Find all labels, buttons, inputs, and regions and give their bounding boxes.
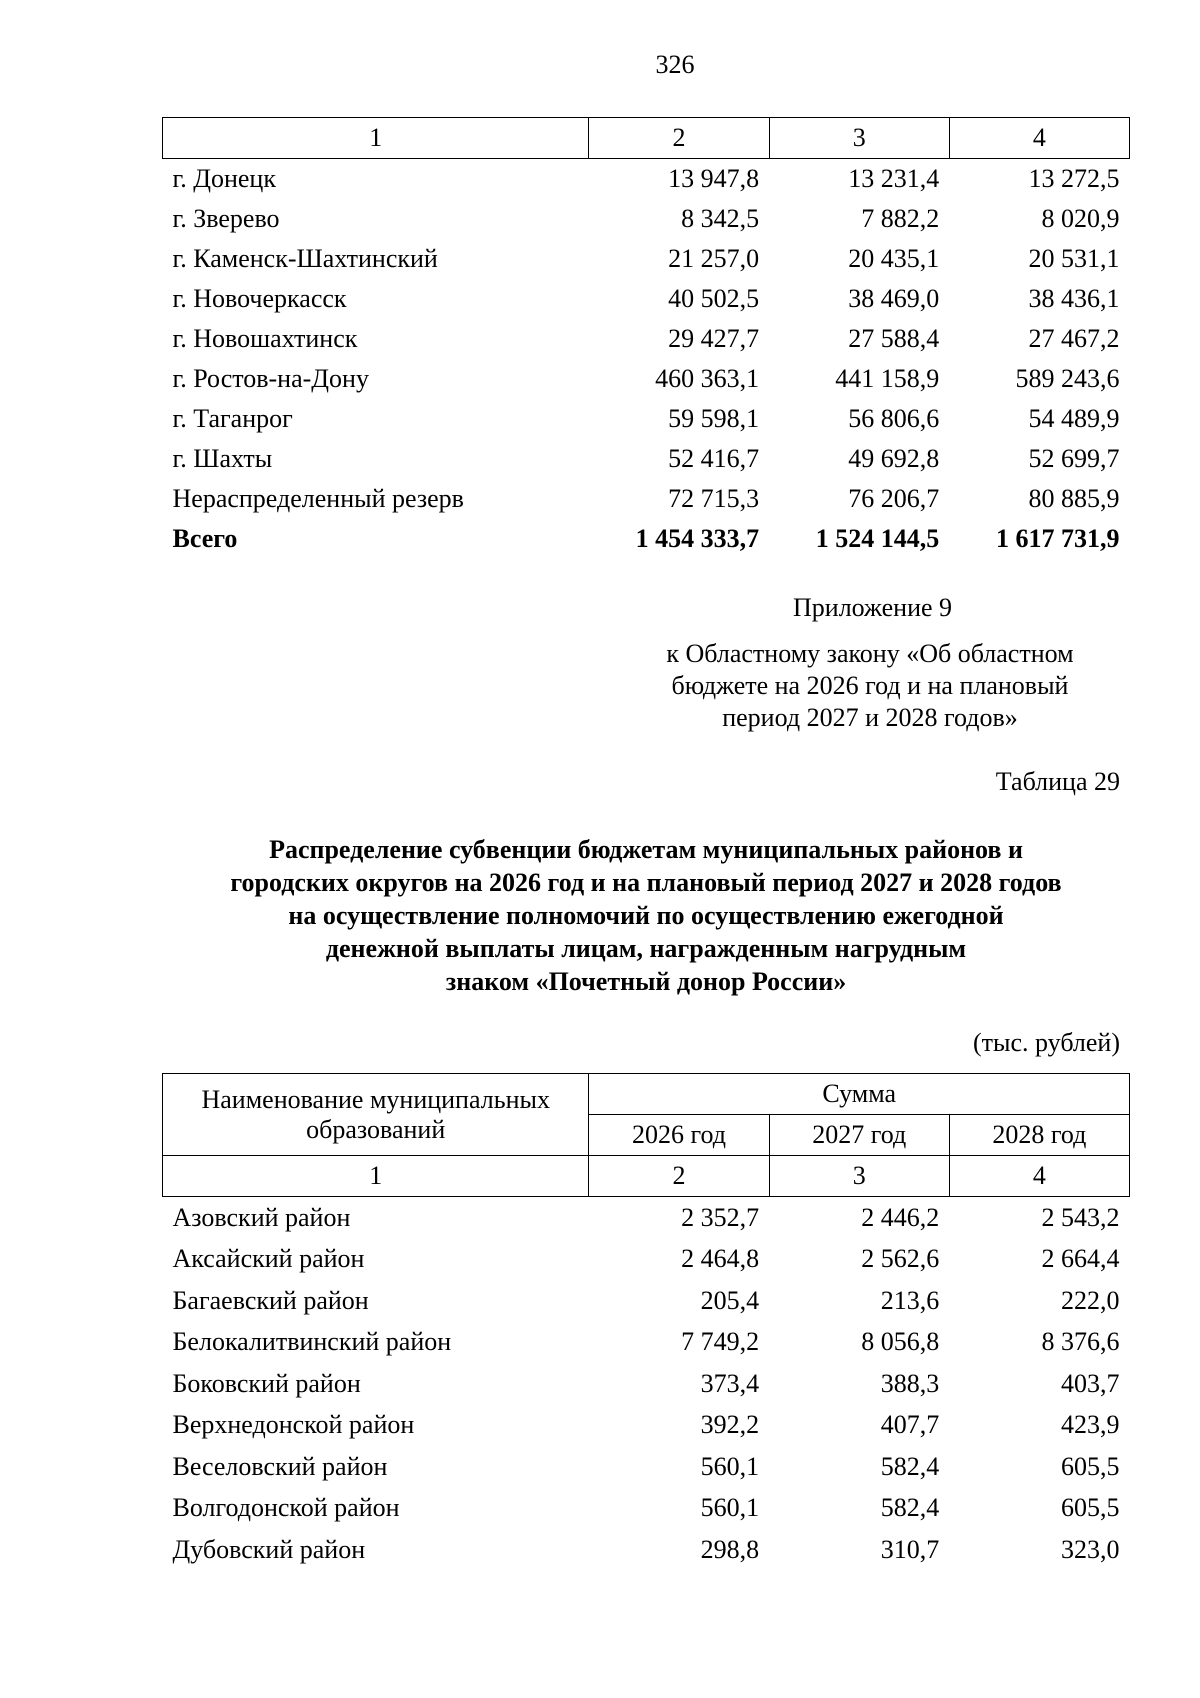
appendix-label: Приложение 9	[793, 593, 953, 622]
row-name: Верхнедонской район	[172, 1410, 415, 1440]
column-number: 4	[949, 118, 1129, 159]
value-2028: 323,0	[1061, 1534, 1120, 1564]
sum-header: Сумма	[589, 1074, 1130, 1115]
value-2026: 392,2	[700, 1410, 760, 1440]
table-row	[163, 1197, 1130, 1239]
column-number: 3	[769, 118, 949, 159]
title-line: Распределение субвенции бюджетам муниципальных районов и	[269, 835, 1023, 864]
value-2026: 2 352,7	[681, 1202, 760, 1232]
title-line: знаком «Почетный донор России»	[445, 967, 847, 996]
row-name: Белокалитвинский район	[172, 1327, 452, 1357]
table-row	[163, 439, 1130, 479]
year-header: 2026 год	[589, 1115, 769, 1156]
value-2028: 605,5	[1061, 1493, 1120, 1523]
column-number: 1	[163, 118, 589, 159]
table-row	[163, 1405, 1130, 1447]
value-2027: 49 692,8	[848, 444, 940, 473]
table-row	[163, 479, 1130, 519]
year-header: 2028 год	[949, 1115, 1129, 1156]
table-row	[163, 1446, 1130, 1488]
value-2026: 40 502,5	[668, 284, 760, 313]
value-2027: 13 231,4	[848, 164, 940, 193]
table-row	[163, 239, 1130, 279]
column-number: 3	[769, 1156, 949, 1197]
value-2028: 13 272,5	[1028, 164, 1120, 193]
value-2026: 59 598,1	[668, 404, 760, 433]
value-2028: 52 699,7	[1028, 444, 1120, 473]
row-name: г. Донецк	[172, 164, 276, 193]
column-number-row	[163, 1156, 1130, 1197]
value-2027: 407,7	[880, 1410, 940, 1440]
table-row	[163, 1280, 1130, 1322]
value-2028: 403,7	[1061, 1368, 1120, 1398]
value-2026: 298,8	[700, 1534, 760, 1564]
value-2027: 582,4	[880, 1451, 940, 1481]
value-2026: 8 342,5	[681, 204, 760, 233]
appendix-reference-line: к Областному закону «Об областном	[666, 639, 1074, 668]
title-line: денежной выплаты лицам, награжденным нагрудным	[325, 934, 967, 963]
table-row	[163, 1363, 1130, 1405]
year-header: 2027 год	[769, 1115, 949, 1156]
units-label: (тыс. рублей)	[972, 1028, 1120, 1057]
column-number: 2	[589, 118, 769, 159]
row-name: г. Таганрог	[172, 404, 293, 433]
table-row	[163, 159, 1130, 200]
value-2027: 310,7	[880, 1534, 940, 1564]
total-2028: 1 617 731,9	[996, 524, 1120, 553]
value-2026: 560,1	[700, 1493, 760, 1523]
value-2028: 80 885,9	[1028, 484, 1120, 513]
table-row	[163, 399, 1130, 439]
row-name: г. Новочеркасск	[172, 284, 347, 313]
table-row	[163, 279, 1130, 319]
value-2027: 38 469,0	[848, 284, 940, 313]
value-2026: 560,1	[700, 1451, 760, 1481]
row-name: Дубовский район	[172, 1534, 366, 1564]
document-title	[162, 833, 1130, 998]
table-row	[163, 319, 1130, 359]
column-number: 4	[949, 1156, 1129, 1197]
row-name: Багаевский район	[172, 1285, 369, 1315]
total-row	[163, 519, 1130, 559]
total-2027: 1 524 144,5	[815, 524, 940, 553]
column-number: 2	[589, 1156, 769, 1197]
value-2028: 2 543,2	[1041, 1202, 1120, 1232]
value-2026: 13 947,8	[668, 164, 760, 193]
table-row	[163, 1488, 1130, 1530]
value-2027: 7 882,2	[861, 204, 940, 233]
row-name: Веселовский район	[172, 1451, 388, 1481]
total-label: Всего	[172, 524, 238, 553]
value-2026: 2 464,8	[681, 1244, 760, 1274]
row-name: Аксайский район	[172, 1244, 365, 1274]
table-row	[163, 359, 1130, 399]
table-row	[163, 199, 1130, 239]
value-2028: 20 531,1	[1028, 244, 1120, 273]
table-label: Таблица 29	[995, 767, 1120, 796]
total-2026: 1 454 333,7	[635, 524, 760, 553]
subvention-table	[162, 1073, 1130, 1571]
value-2026: 21 257,0	[668, 244, 760, 273]
column-number-row	[163, 118, 1130, 159]
row-name: г. Новошахтинск	[172, 324, 358, 353]
value-2028: 27 467,2	[1028, 324, 1120, 353]
value-2028: 2 664,4	[1041, 1244, 1120, 1274]
title-line: городских округов на 2026 год и на плановый период 2027 и 2028 годов	[230, 868, 1062, 897]
value-2027: 213,6	[880, 1285, 940, 1315]
appendix-reference	[630, 638, 1110, 734]
value-2028: 8 020,9	[1041, 204, 1120, 233]
row-name: г. Шахты	[172, 444, 273, 473]
value-2027: 441 158,9	[835, 364, 940, 393]
table-row	[163, 1322, 1130, 1364]
value-2026: 72 715,3	[668, 484, 760, 513]
value-2027: 27 588,4	[848, 324, 940, 353]
value-2026: 460 363,1	[655, 364, 760, 393]
row-name: Нераспределенный резерв	[172, 484, 464, 513]
column-number: 1	[163, 1156, 589, 1197]
value-2026: 52 416,7	[668, 444, 760, 473]
value-2027: 20 435,1	[848, 244, 940, 273]
name-header-line: Наименование муниципальных	[201, 1084, 550, 1114]
row-name: г. Зверево	[172, 204, 280, 233]
value-2027: 2 446,2	[861, 1202, 940, 1232]
title-line: на осуществление полномочий по осуществлению ежегодной	[288, 901, 1004, 930]
appendix-reference-line: период 2027 и 2028 годов»	[722, 703, 1018, 732]
table-row	[163, 1529, 1130, 1571]
value-2028: 38 436,1	[1028, 284, 1120, 313]
value-2026: 29 427,7	[668, 324, 760, 353]
value-2026: 7 749,2	[681, 1327, 760, 1357]
value-2028: 605,5	[1061, 1451, 1120, 1481]
value-2026: 373,4	[700, 1368, 760, 1398]
value-2027: 76 206,7	[848, 484, 940, 513]
appendix-reference-line: бюджете на 2026 год и на плановый	[671, 671, 1069, 700]
value-2028: 222,0	[1061, 1285, 1120, 1315]
row-name: Волгодонской район	[172, 1493, 400, 1523]
value-2027: 8 056,8	[861, 1327, 940, 1357]
value-2028: 423,9	[1061, 1410, 1120, 1440]
row-name: Боковский район	[172, 1368, 361, 1398]
value-2027: 582,4	[880, 1493, 940, 1523]
value-2027: 388,3	[880, 1368, 940, 1398]
value-2027: 56 806,6	[848, 404, 940, 433]
name-header-line: образований	[306, 1114, 446, 1144]
table-continued	[162, 117, 1130, 559]
row-name: Азовский район	[172, 1202, 351, 1232]
row-name: г. Ростов-на-Дону	[172, 364, 369, 393]
value-2028: 589 243,6	[1015, 364, 1120, 393]
table-row	[163, 1239, 1130, 1281]
page-number: 326	[655, 50, 695, 79]
value-2028: 54 489,9	[1028, 404, 1120, 433]
value-2027: 2 562,6	[861, 1244, 940, 1274]
name-column-header	[163, 1074, 589, 1156]
row-name: г. Каменск-Шахтинский	[172, 244, 438, 273]
value-2026: 205,4	[700, 1285, 760, 1315]
value-2028: 8 376,6	[1041, 1327, 1120, 1357]
